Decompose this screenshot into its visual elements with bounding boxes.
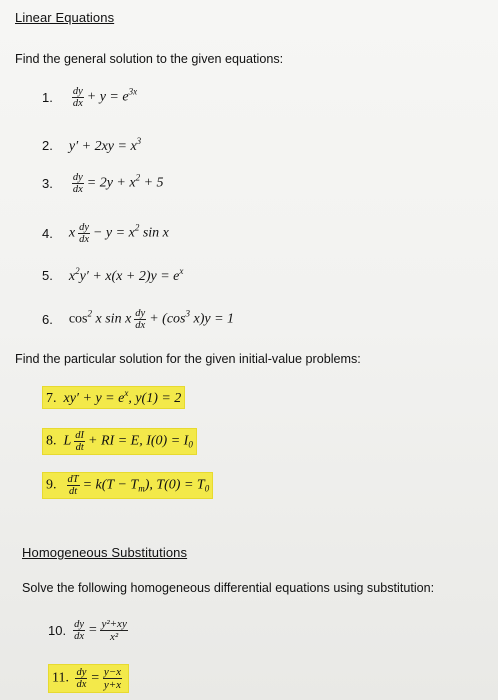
problem-1 xyxy=(42,86,137,109)
problem-number: 10. xyxy=(48,623,67,638)
section-title-linear: Linear Equations xyxy=(15,10,115,25)
problem-8 xyxy=(42,428,197,455)
problem-number: 7. xyxy=(46,391,57,406)
problem-10 xyxy=(48,618,131,643)
equation: $y' + 2xy = x^3$ xyxy=(68,136,142,154)
highlighted-equation: 9. $\frac{dT}{dt}$ = $k(T - T_m)$, $T(0) = T_0$ xyxy=(42,472,213,499)
problem-7 xyxy=(42,386,185,409)
equation: $x^2y' + x(x + 2)y = e^x$ xyxy=(68,266,184,284)
equation: $\frac{dy}{dx}$ + $y = e^{3x}$ xyxy=(72,86,138,109)
problem-2 xyxy=(42,136,141,155)
highlighted-equation: 7. $xy' + y = e^x$, y(1) = 2 xyxy=(42,386,185,409)
problem-number: 2. xyxy=(42,138,53,153)
highlighted-equation: 8. L $\frac{dI}{dt}$ + RI = E, $I(0) = I_0$ xyxy=(42,428,197,455)
section-title-homogeneous: Homogeneous Substitutions xyxy=(22,545,188,560)
fraction: $\frac{dy}{dx}$ xyxy=(72,86,83,109)
problem-number: 8. xyxy=(46,433,57,449)
problem-4 xyxy=(42,222,169,245)
highlighted-equation: 11. $\frac{dy}{dx}$ = $\frac{y-x}{y+x}$ xyxy=(48,664,129,693)
problem-9 xyxy=(42,472,213,499)
problem-number: 9. xyxy=(46,477,57,493)
problem-number: 11. xyxy=(52,670,69,686)
problem-11 xyxy=(48,664,129,693)
problem-number: 4. xyxy=(42,226,53,241)
general-solution-instruction: Find the general solution to the given equations: xyxy=(15,52,284,66)
equation: $\frac{dy}{dx}$ = $2y + x^2 + 5$ xyxy=(72,172,164,195)
particular-solution-instruction: Find the particular solution for the given initial-value problems: xyxy=(15,352,361,366)
problem-number: 1. xyxy=(42,90,53,105)
problem-number: 5. xyxy=(42,268,53,283)
equation: x $\frac{dy}{dx}$ − $y = x^2$ sin x xyxy=(68,222,169,245)
problem-number: 6. xyxy=(42,312,53,327)
problem-5 xyxy=(42,266,183,285)
problem-3 xyxy=(42,172,164,195)
problem-number: 3. xyxy=(42,176,53,191)
problem-6 xyxy=(42,308,234,331)
equation: $\cos^2 x$ sin x $\frac{dy}{dx}$ + ($\cos^3$ x)y = 1 xyxy=(68,308,235,331)
homogeneous-instruction: Solve the following homogeneous differential equations using substitution: xyxy=(22,581,435,595)
equation: $\frac{dy}{dx}$ = $\frac{\text{y²+xy}}{\text{x²}}$ xyxy=(74,618,127,643)
